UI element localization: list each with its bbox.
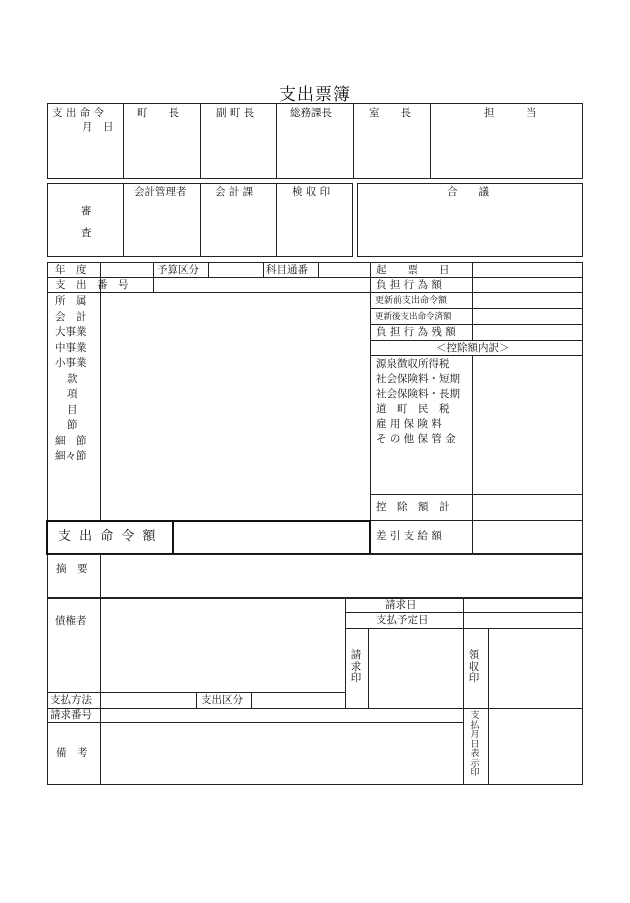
- class-kou: 項: [67, 388, 78, 400]
- summary-label: 摘 要: [56, 563, 88, 575]
- class-major-project: 大事業: [55, 326, 87, 338]
- request-number-field[interactable]: [101, 709, 462, 721]
- audit-sa-label: 査: [81, 227, 92, 239]
- deduction-employment-ins: 雇 用 保 険 料: [376, 418, 442, 430]
- receipt-stamp-label: 領 収 印: [468, 649, 480, 684]
- main-table: [47, 262, 583, 554]
- class-saisai-setsu: 細々節: [55, 450, 87, 462]
- audit-shin-label: 審: [81, 205, 92, 217]
- pre-update-order-label: 更新前支出命令額: [375, 296, 448, 306]
- deduction-total-label: 控 除 額 計: [376, 501, 450, 513]
- approval-col-mayor: 町 長: [137, 107, 179, 119]
- subject-serial-label: 科目通番: [266, 264, 308, 276]
- payment-category-field[interactable]: [252, 693, 344, 707]
- approval-col-general-affairs: 総務課長: [290, 107, 332, 119]
- classification-list: [55, 294, 87, 465]
- class-sai-setsu: 細 節: [55, 434, 87, 447]
- payment-method-label: 支払方法: [50, 694, 92, 706]
- approval-col-deputy-mayor: 副 町 長: [216, 107, 255, 119]
- creditor-label: 債権者: [55, 615, 87, 627]
- request-date-label: 請求日: [385, 599, 417, 611]
- scheduled-payment-date-field[interactable]: [464, 613, 582, 627]
- remarks-field[interactable]: [101, 723, 462, 784]
- deduction-social-long: 社会保険料・長期: [376, 388, 460, 400]
- deduction-list: [376, 357, 460, 447]
- deduction-resident-tax: 道 町 民 税: [376, 403, 450, 415]
- request-number-label: 請求番号: [50, 709, 92, 721]
- class-moku: 目: [67, 403, 78, 416]
- payment-number-label: 支 出 番 号: [55, 279, 129, 291]
- class-accounting: 会 計: [55, 310, 87, 323]
- audit-col-accounting-dept: 会 計 課: [215, 186, 254, 198]
- class-setsu: 節: [67, 419, 78, 431]
- audit-col-inspection-stamp: 検 収 印: [292, 186, 331, 198]
- deduction-breakdown-label: ＜控除額内訳＞: [436, 342, 510, 354]
- deduction-income-tax: 源泉徴収所得税: [376, 358, 450, 370]
- class-kan: 款: [67, 372, 78, 385]
- class-affiliation: 所 属: [55, 295, 87, 307]
- issue-date-label: 起 票 日: [376, 264, 450, 276]
- net-payment-label: 差 引 支 給 額: [376, 530, 442, 542]
- deduction-other-custody: そ の 他 保 管 金: [376, 433, 456, 445]
- fiscal-year-label: 年 度: [55, 264, 87, 276]
- payment-order-amount-field[interactable]: [175, 522, 369, 553]
- budget-category-label: 予算区分: [157, 264, 199, 276]
- scheduled-payment-date-label: 支払予定日: [376, 614, 429, 626]
- class-middle-project: 中事業: [55, 341, 87, 354]
- page-title: 支出票簿: [279, 85, 351, 105]
- burden-balance-label: 負 担 行 為 残 額: [376, 326, 456, 338]
- approval-col-office-chief: 室 長: [369, 107, 411, 119]
- creditor-field[interactable]: [101, 599, 344, 691]
- request-date-field[interactable]: [464, 599, 582, 611]
- payment-order-amount-label: 支 出 命 令 額: [58, 529, 158, 544]
- class-minor-project: 小事業: [55, 357, 87, 369]
- payment-order-date-label: 支 出 命 令: [52, 107, 105, 119]
- payment-date-stamp-label: 支 払 月 日 表 示 印: [470, 711, 480, 778]
- approval-col-in-charge: 担 当: [484, 107, 537, 119]
- payment-method-field[interactable]: [101, 693, 195, 707]
- payment-category-label: 支出区分: [201, 694, 243, 706]
- audit-col-accounting-manager: 会計管理者: [134, 186, 187, 198]
- deduction-social-short: 社会保険料・短期: [376, 373, 460, 385]
- remarks-label: 備 考: [56, 747, 88, 759]
- burden-amount-label: 負 担 行 為 額: [376, 279, 442, 291]
- post-update-order-label: 更新後支出命令済額: [375, 312, 452, 322]
- consultation-label: 合 議: [447, 186, 489, 198]
- request-stamp-label: 請 求 印: [350, 649, 362, 684]
- payment-order-date-sub-label: 月 日: [82, 121, 114, 133]
- summary-field[interactable]: [101, 555, 582, 597]
